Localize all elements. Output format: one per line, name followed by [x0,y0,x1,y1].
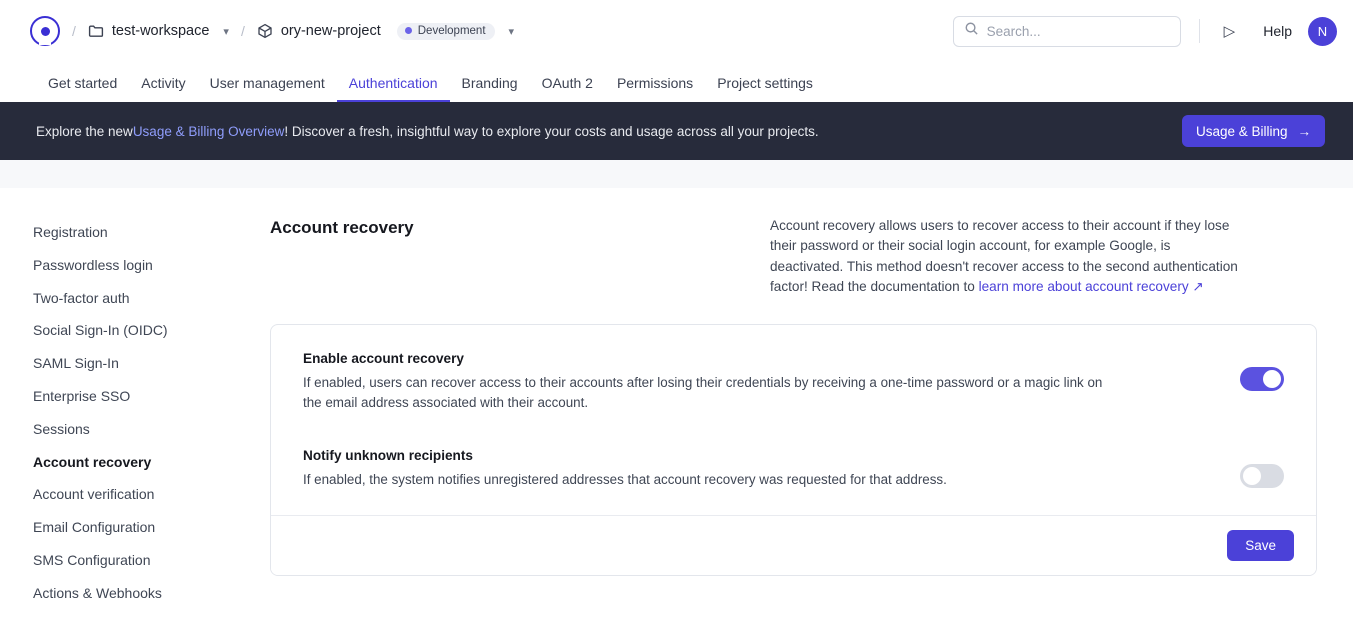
workspace-name: test-workspace [111,23,210,39]
tab-branding[interactable]: Branding [461,75,518,91]
toggle-knob [1263,370,1281,388]
run-icon[interactable]: ▷ [1223,23,1236,40]
sidebar-item-registration[interactable]: Registration [33,224,108,240]
main-panel [270,188,1353,636]
chevron-down-icon[interactable]: ▾ [223,25,229,38]
usage-billing-label: Usage & Billing [1195,123,1288,139]
banner-text-before: Explore the new [36,123,133,139]
banner-text-after: ! Discover a fresh, insightful way to explore your costs and usage across all your projects. [284,123,819,139]
card-body [271,325,1316,515]
card-footer [271,515,1316,575]
sidebar-item-actions-webhooks[interactable]: Actions & Webhooks [33,584,162,601]
sidebar-item-sessions[interactable]: Sessions [33,420,90,437]
authentication-sidebar [0,188,270,636]
project-name: ory-new-project [280,23,381,39]
promo-banner [0,102,1353,160]
primary-nav [0,62,1353,102]
tab-permissions[interactable]: Permissions [616,75,694,91]
section-description-text: Account recovery allows users to recover access to their account if they lose their password or their social login account, for example Google, is deactivated. This method doesn't recover access to the second authentication factor! Read the documentation to [770,218,1238,295]
folder-icon [88,23,104,39]
environment-dot-icon [405,27,412,34]
documentation-link[interactable]: learn more about account recovery ↗ [978,279,1204,295]
toggle-enable-account-recovery[interactable] [1240,367,1284,391]
environment-label: Development [417,24,486,37]
ory-logo[interactable] [30,16,60,46]
setting-title: Enable account recovery [303,350,464,366]
tab-authentication[interactable]: Authentication [337,75,450,102]
setting-description: If enabled, users can recover access to their accounts after losing their credentials by receiving a one-time password or a magic link on the email address associated with their account. [303,374,1103,411]
search-icon [964,21,979,41]
setting-enable-account-recovery [303,351,1284,415]
breadcrumb-project[interactable] [257,23,514,40]
avatar-initial: N [1317,23,1328,39]
arrow-right-icon: → [1297,123,1311,139]
tab-get-started[interactable]: Get started [48,75,118,91]
search-box[interactable] [953,16,1181,47]
page-content [0,188,1353,636]
sidebar-item-email-configuration[interactable]: Email Configuration [33,519,156,536]
setting-text [303,351,1220,415]
environment-badge [397,23,495,40]
save-button[interactable]: Save [1227,530,1294,561]
section-header [270,216,1317,298]
help-link[interactable]: Help [1263,23,1292,39]
chevron-down-icon[interactable]: ▾ [508,25,515,38]
tab-user-management[interactable]: User management [209,75,325,91]
tab-project-settings[interactable]: Project settings [717,75,813,91]
sidebar-item-saml-sign-in[interactable]: SAML Sign-In [33,355,119,372]
page-background-band [0,160,1353,188]
tab-activity[interactable]: Activity [141,75,186,91]
page-title: Account recovery [270,218,414,237]
search-input[interactable] [987,24,1170,39]
setting-description: If enabled, the system notifies unregistered addresses that account recovery was requested for that address. [303,472,947,488]
top-bar [0,0,1353,62]
tab-oauth2[interactable]: OAuth 2 [541,75,593,91]
sidebar-item-account-recovery[interactable]: Account recovery [33,453,152,470]
sidebar-item-enterprise-sso[interactable]: Enterprise SSO [33,387,131,404]
cube-icon [257,23,273,39]
setting-title: Notify unknown recipients [303,448,473,464]
breadcrumb-workspace[interactable] [88,23,229,39]
usage-billing-button[interactable] [1182,115,1325,147]
breadcrumb-separator-2: / [240,23,245,39]
sidebar-item-two-factor-auth[interactable]: Two-factor auth [33,289,130,306]
toggle-notify-unknown-recipients[interactable] [1240,464,1284,488]
sidebar-item-sms-configuration[interactable]: SMS Configuration [33,551,151,568]
banner-link[interactable]: Usage & Billing Overview [132,123,285,139]
setting-text [303,448,1220,491]
breadcrumb-separator-1: / [72,23,76,39]
section-description [770,216,1240,298]
toggle-knob [1243,467,1261,485]
sidebar-item-account-verification[interactable]: Account verification [33,486,155,503]
sidebar-item-passwordless-login[interactable]: Passwordless login [33,256,153,273]
sidebar-item-social-sign-in[interactable]: Social Sign-In (OIDC) [33,322,168,339]
topbar-divider [1199,19,1200,43]
avatar[interactable] [1308,17,1337,46]
setting-notify-unknown-recipients [303,448,1284,491]
account-recovery-card [270,324,1317,576]
